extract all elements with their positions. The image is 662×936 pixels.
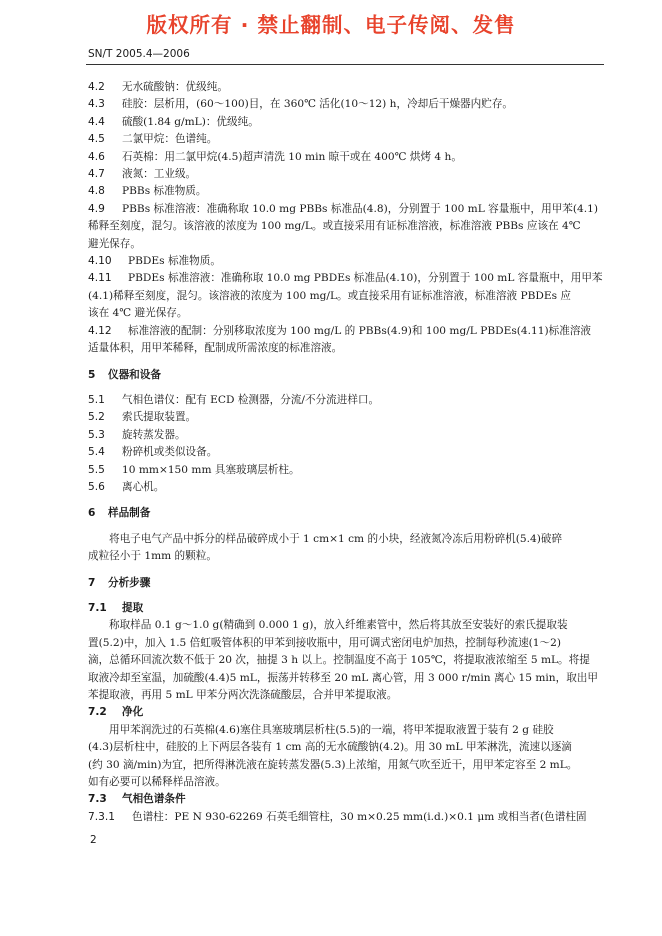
document-number: SN/T 2005.4—2006 (88, 48, 190, 60)
section-5-heading: 5 仪器和设备 (88, 368, 161, 381)
clause-5-1: 5.1 气相色谱仪：配有 ECD 检测器，分流/不分流进样口。 (88, 393, 380, 406)
clause-7-3-1: 7.3.1 色谱柱：PE N 930-62269 石英毛细管柱，30 m×0.25 mm(i.d.)×0.1 μm 或相当者(色谱柱固 (88, 810, 587, 823)
clause-4-4: 4.4 硫酸(1.84 g/mL)：优级纯。 (88, 115, 259, 128)
clause-4-11: 4.11 PBDEs 标准溶液：准确称取 10.0 mg PBDEs 标准品(4.10)，分别置于 100 mL 容量瓶中，用甲苯 (4.1)稀释至刻度，混匀。该溶液的浓度为 100 mg/L。或直接采用有证标准溶液，标准溶液 PBDEs 应 该在 4℃ 避光保存。 (88, 272, 603, 320)
clause-4-6: 4.6 石英棉：用二氯甲烷(4.5)超声清洗 10 min 晾干或在 400℃ 烘烤 4 h。 (88, 150, 462, 163)
clause-4-7: 4.7 液氮：工业级。 (88, 168, 197, 181)
clause-5-5: 5.5 10 mm×150 mm 具塞玻璃层析柱。 (88, 463, 300, 476)
clause-7-2-heading: 7.2 净化 (88, 706, 144, 719)
clause-5-2: 5.2 索氏提取装置。 (88, 411, 197, 424)
clause-4-3: 4.3 硅胶：层析用，(60～100)目，在 360℃ 活化(10～12) h，冷却后干燥器内贮存。 (88, 98, 514, 111)
section-7-heading: 7 分析步骤 (88, 576, 151, 589)
clause-7-3-heading: 7.3 气相色谱条件 (88, 793, 186, 806)
clause-5-4: 5.4 粉碎机或类似设备。 (88, 446, 218, 459)
section-6-text: 将电子电气产品中拆分的样品破碎成小于 1 cm×1 cm 的小块，经液氮冷冻后用粉碎机(5.4)破碎 成粒径小于 1mm 的颗粒。 (88, 532, 563, 563)
section-6-heading: 6 样品制备 (88, 507, 151, 520)
clause-7-1-heading: 7.1 提取 (88, 601, 144, 614)
clause-7-2-text: 用甲苯润洗过的石英棉(4.6)塞住具塞玻璃层析柱(5.5)的一端，将甲苯提取液置于装有 2 g 硅胶 (4.3)层析柱中，硅胶的上下两层各装有 1 cm 高的无水硫酸钠(4.2)。用 30 mL 甲苯淋洗，流速以逐滴 (约 30 滴/min)为宜，把所得淋洗液在旋转蒸发器(5.3)上浓缩，用氮气吹至近干，用甲苯定容至 2 mL。 如有必要可以稀释样品溶液。 (88, 723, 578, 789)
clause-4-9: 4.9 PBBs 标准溶液：准确称取 10.0 mg PBBs 标准品(4.8)，分别置于 100 mL 容量瓶中，用甲苯(4.1) 稀释至刻度，混匀。该溶液的浓度为 100 mg/L。或直接采用有证标准溶液，标准溶液 PBBs 应该在 4℃ 避光保存。 (88, 202, 598, 250)
page-number: 2 (90, 834, 97, 846)
header-rule (86, 64, 604, 65)
clause-7-1-text: 称取样品 0.1 g～1.0 g(精确到 0.000 1 g)，放入纤维素管中，然后将其放至安装好的索氏提取装 置(5.2)中，加入 1.5 倍虹吸管体积的甲苯到接收瓶中，用可调式密闭电炉加热，控制每秒流速(1～2) 滴，总循环回流次数不低于 20 次，抽提 3 h 以上。控制温度不高于 105℃，将提取液浓缩至 5 mL。将提 取液冷却至室温，加硫酸(4.4)5 mL，振荡并转移至 20 mL 离心管，用 3 000 r/min 离心 15 min，取出甲 苯提取液，再用 5 mL 甲苯分两次洗涤硫酸层，合并甲苯提取液。 (88, 619, 598, 701)
clause-4-10: 4.10 PBDEs 标准物质。 (88, 255, 221, 268)
clause-4-5: 4.5 二氯甲烷：色谱纯。 (88, 133, 218, 146)
clause-5-6: 5.6 离心机。 (88, 480, 165, 493)
document-body (88, 79, 604, 826)
clause-4-12: 4.12 标准溶液的配制：分别移取浓度为 100 mg/L 的 PBBs(4.9)和 100 mg/L PBDEs(4.11)标准溶液 适量体积，用甲苯稀释，配制成所需浓度的标准溶液。 (88, 324, 592, 355)
clause-4-2: 4.2 无水硫酸钠：优级纯。 (88, 81, 228, 93)
clause-4-8: 4.8 PBBs 标准物质。 (88, 185, 207, 198)
copyright-banner: 版权所有 · 禁止翻制、电子传阅、发售 (146, 13, 516, 37)
clause-5-3: 5.3 旋转蒸发器。 (88, 428, 186, 441)
